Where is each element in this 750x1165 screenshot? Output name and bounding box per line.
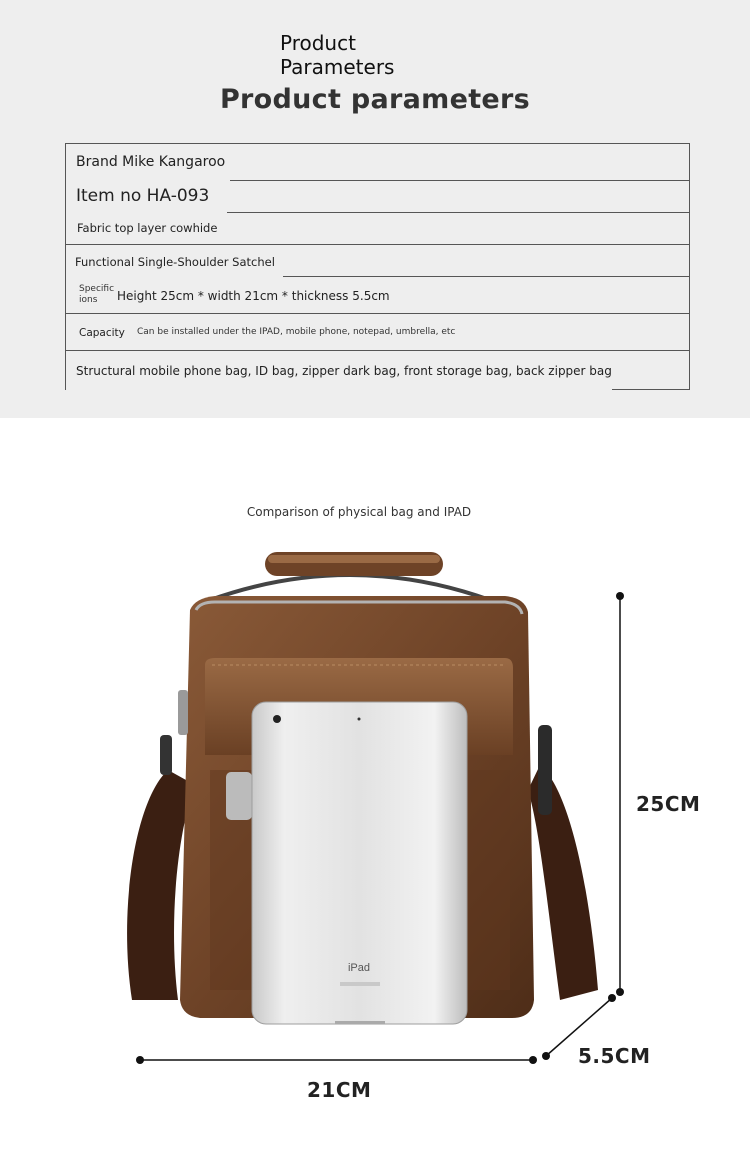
width-dimension	[136, 1056, 537, 1064]
table-row	[65, 351, 690, 390]
fabric-text: Fabric top layer cowhide	[77, 221, 225, 235]
parameters-table	[65, 143, 690, 390]
comparison-caption: Comparison of physical bag and IPAD	[246, 505, 472, 519]
ipad-device	[252, 702, 467, 1024]
specifications-label: Specific ions	[79, 284, 115, 305]
zipper-pull-icon	[226, 772, 252, 820]
brand-text: Brand Mike Kangaroo	[76, 154, 233, 170]
camera-icon	[273, 715, 281, 723]
table-row	[65, 143, 690, 181]
ipad-label: iPad	[347, 962, 371, 974]
capacity-value: Can be installed under the IPAD, mobile phone, notepad, umbrella, etc	[137, 327, 463, 337]
strap-buckle-icon	[538, 725, 552, 815]
section-heading-small	[280, 31, 394, 79]
width-label: 21CM	[307, 1078, 372, 1102]
thickness-label: 5.5CM	[578, 1044, 651, 1068]
bag-illustration	[0, 530, 750, 1130]
table-row	[65, 314, 690, 351]
table-row	[65, 277, 690, 314]
bag-handle	[210, 552, 490, 600]
product-parameters-section	[0, 0, 750, 418]
height-dimension	[616, 592, 624, 996]
bag-ipad-comparison-figure	[0, 530, 750, 1130]
height-label: 25CM	[636, 792, 701, 816]
heading-line-2: Parameters	[280, 55, 395, 79]
capacity-label: Capacity	[79, 327, 133, 339]
table-row	[65, 213, 690, 245]
page-title: Product parameters	[219, 84, 531, 115]
functional-text: Functional Single-Shoulder Satchel	[75, 255, 283, 269]
specifications-value: Height 25cm * width 21cm * thickness 5.5cm	[117, 289, 398, 303]
strap-buckle-icon	[160, 735, 172, 775]
structural-text: Structural mobile phone bag, ID bag, zipper dark bag, front storage bag, back zipper bag	[76, 364, 620, 378]
item-number-text: Item no HA-093	[76, 186, 217, 206]
table-row	[65, 245, 690, 277]
table-row	[65, 181, 690, 213]
heading-line-1: Product	[280, 31, 356, 55]
